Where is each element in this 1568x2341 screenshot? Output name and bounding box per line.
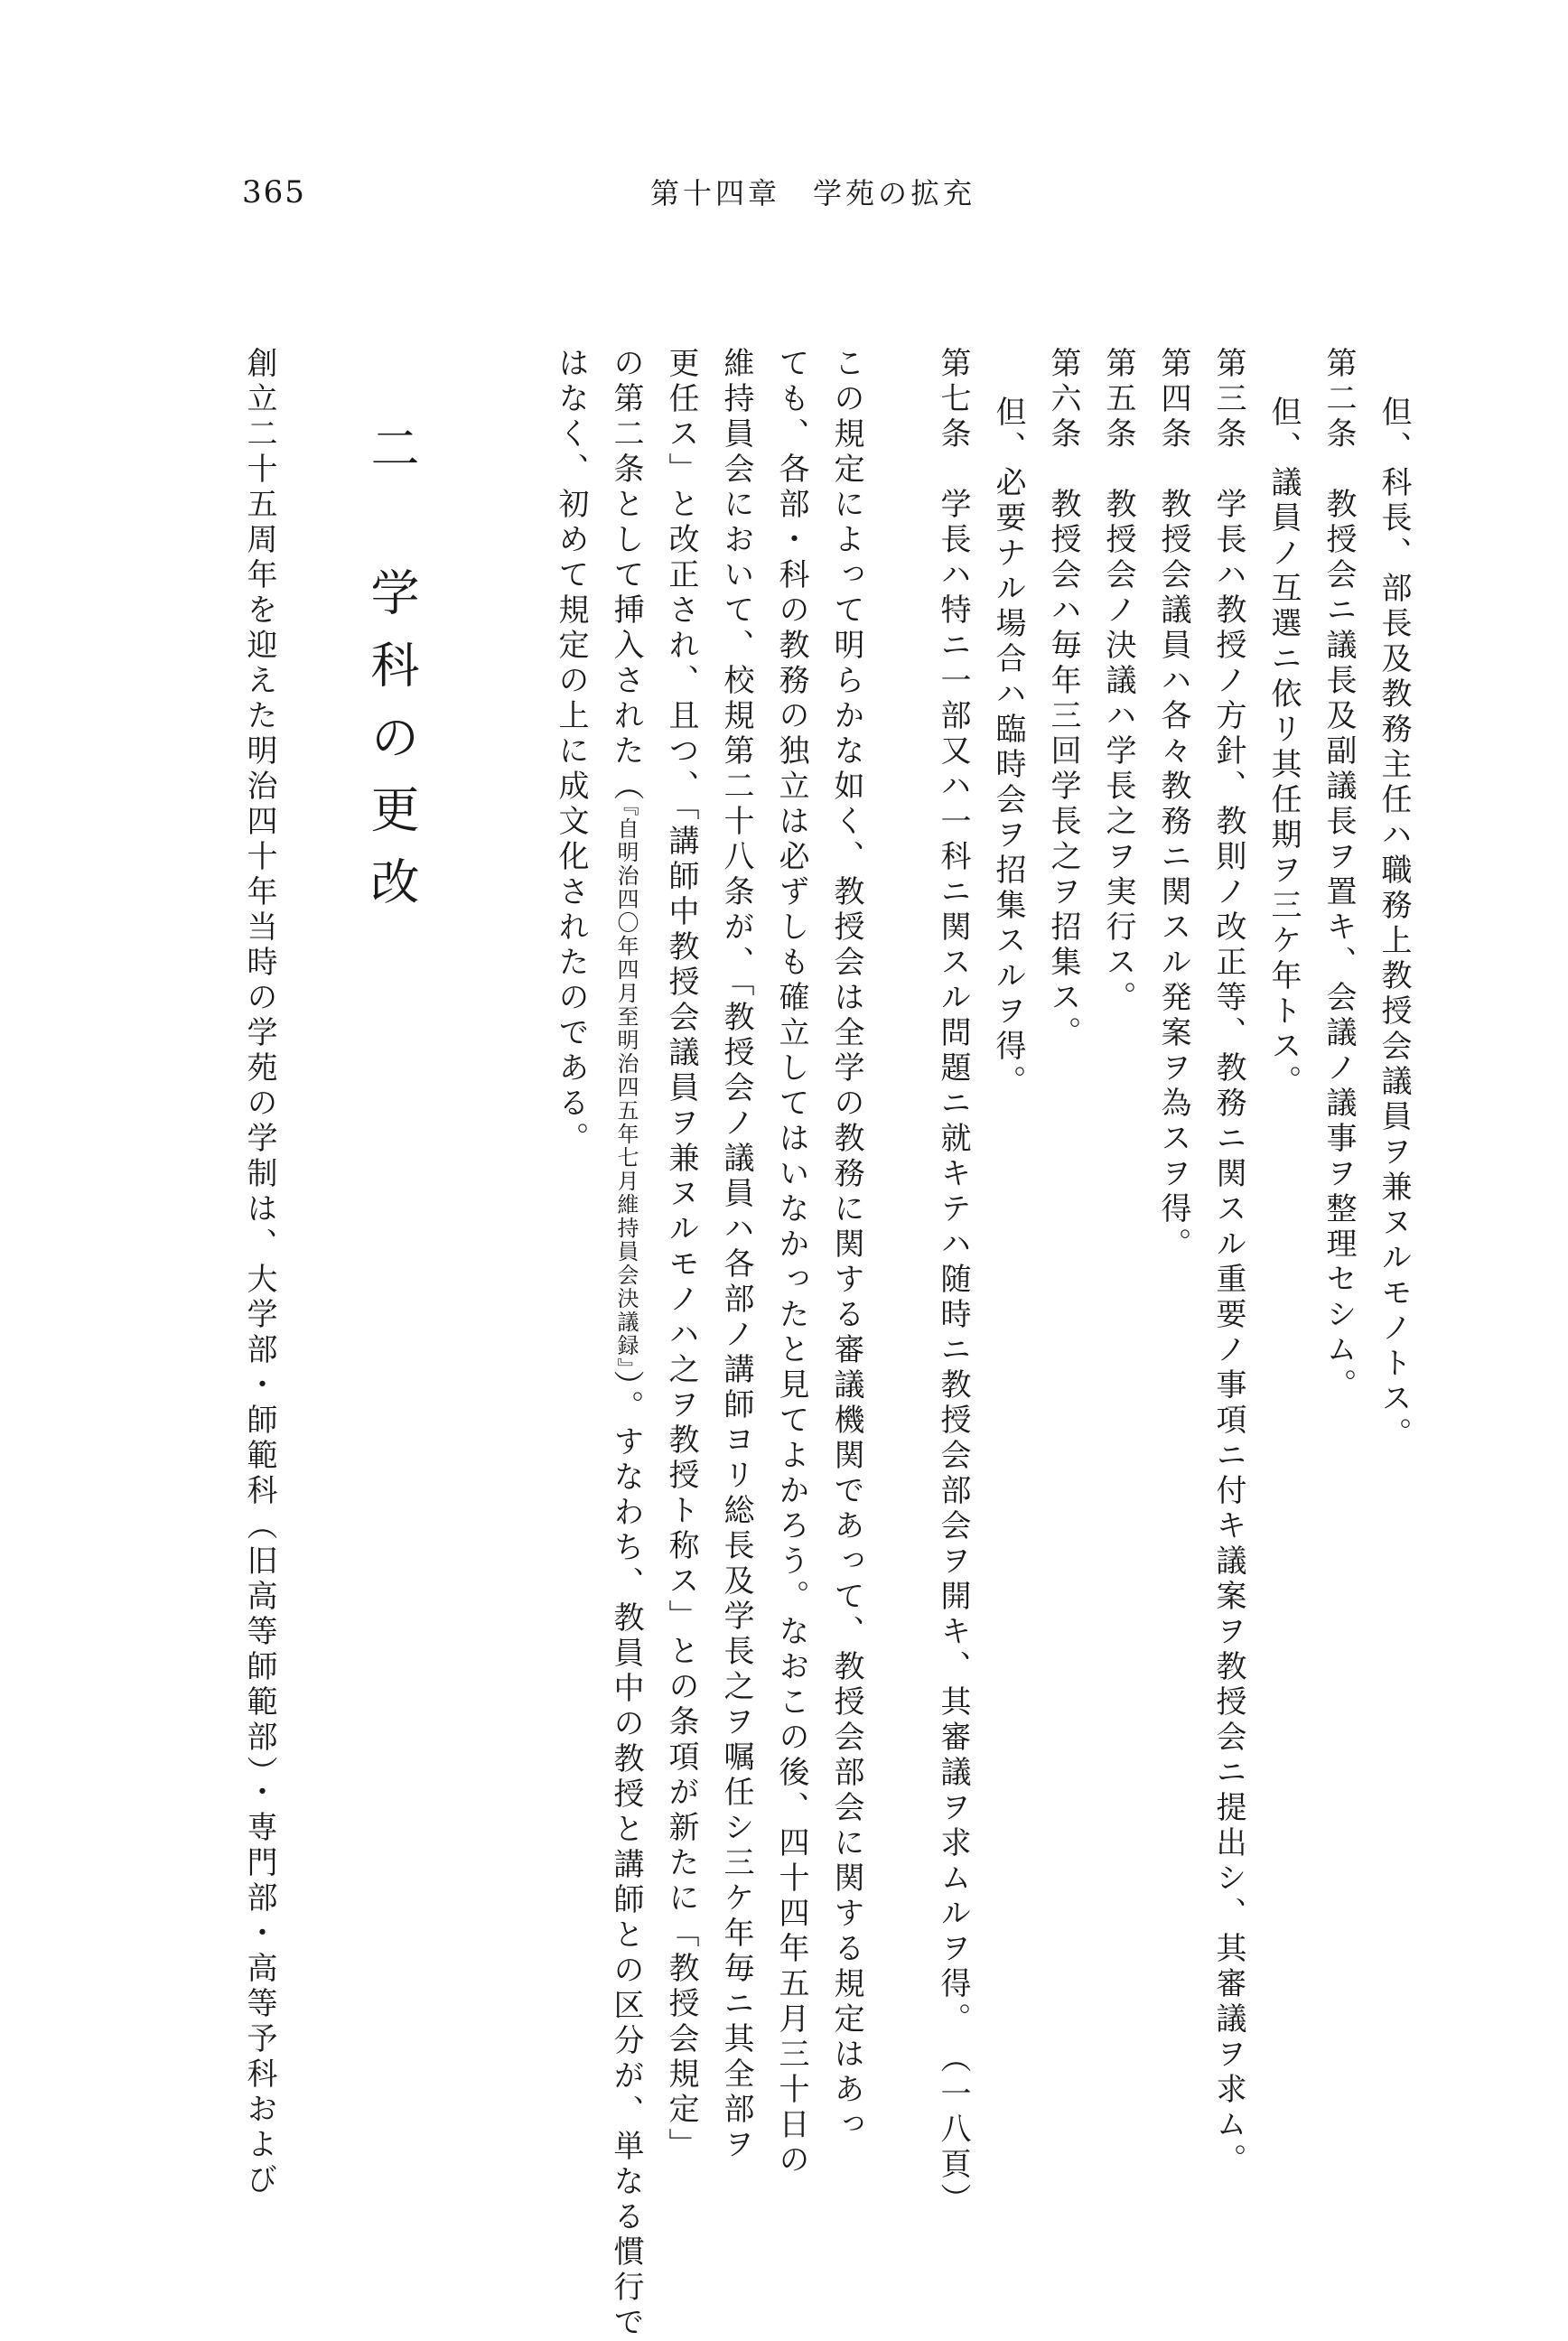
text-line: 第七条 学長ハ特ニ一部又ハ一科ニ関スル問題ニ就キテハ随時ニ教授会部会ヲ開キ、其審議ヲ求ムルヲ得。 （一八頁） [935,347,971,2218]
text-line [608,347,644,2341]
text-line: ても、各部・科の教務の独立は必ずしも確立してはいなかったと見てよかろう。なおこの後、四十四年五月三十日の [773,347,809,2178]
text-line: この規定によって明らかな如く、教授会は全学の教務に関する審議機関であって、教授会部会に関する規定はあっ [828,347,864,2143]
text-line: 第六条 教授会ハ毎年三回学長之ヲ招集ス。 [1045,347,1081,1051]
text-line: 第四条 教授会議員ハ各々教務ニ関スル発案ヲ為スヲ得。 [1155,347,1191,1263]
page-number: 365 [242,174,306,210]
citation-note: 『自明治四〇年四月 [613,805,639,1005]
text-line: 但、議員ノ互選ニ依リ其任期ヲ三ケ年トス。 [1265,396,1302,1100]
text-line: 第五条 教授会ノ決議ハ学長之ヲ実行ス。 [1100,347,1136,1016]
citation-note: 至明治四五年七月維持員会決議録』 [613,1005,639,1370]
text-line: 但、科長、部長及教務主任ハ職務上教授会議員ヲ兼ヌルモノトス。 [1376,396,1412,1452]
text-line: 維持員会において、校規第二十八条が、「教授会ノ議員ハ各部ノ講師ヨリ総長及学長之ヲ嘱任シ三ケ年毎ニ其全部ヲ [718,347,754,2163]
text-line: 更任ス」と改正され、且つ、「講師中教授会議員ヲ兼ヌルモノハ之ヲ教授ト称ス」との条項が新たに「教授会規定」 [663,347,699,2163]
text-line: 第二条 教授会ニ議長及副議長ヲ置キ、会議ノ議事ヲ整理セシム。 [1321,347,1357,1404]
text-segment: の第二条として挿入された（ [608,347,644,805]
text-line: はなく、初めて規定の上に成文化されたのである。 [553,347,589,1157]
section-heading: 二 学科の更改 [363,423,420,928]
running-head: 第十四章 学苑の拡充 [650,176,976,210]
text-segment: ）。すなわち、教員中の教授と講師との区分が、単なる慣行で [608,1370,644,2341]
text-line: 但、必要ナル場合ハ臨時会ヲ招集スルヲ得。 [990,396,1026,1100]
text-line: 創立二十五周年を迎えた明治四十年当時の学苑の学制は、大学部・師範科（旧高等師範部）・専門部・高等予科および [241,347,277,2198]
text-line: 第三条 学長ハ教授ノ方針、教則ノ改正等、教務ニ関スル重要ノ事項ニ付キ議案ヲ教授会ニ提出シ、其審議ヲ求ム。 [1210,347,1246,2178]
